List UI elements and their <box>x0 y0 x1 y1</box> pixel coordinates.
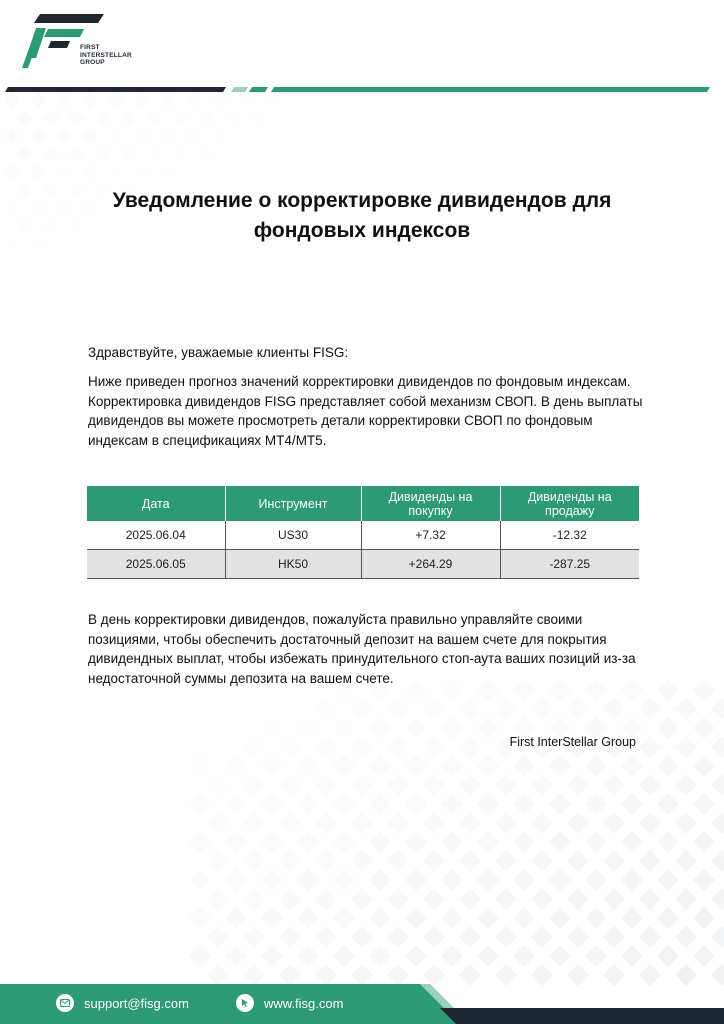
cell-sell-dividend: -287.25 <box>500 550 639 579</box>
table-header-row <box>87 486 639 521</box>
cell-buy-dividend: +7.32 <box>361 521 500 550</box>
footer-email[interactable] <box>56 994 189 1012</box>
email-link[interactable]: support@fisg.com <box>84 995 189 1011</box>
cell-sell-dividend: -12.32 <box>500 521 639 550</box>
cell-buy-dividend: +264.29 <box>361 550 500 579</box>
table-row <box>87 550 639 579</box>
dividend-table <box>87 486 639 579</box>
header-buy-dividend: Дивиденды на покупку <box>361 486 500 521</box>
header-divider-band <box>0 84 724 94</box>
footer <box>0 984 724 1024</box>
signature: First InterStellar Group <box>509 735 636 749</box>
company-logo <box>22 14 162 72</box>
mail-icon <box>56 994 74 1012</box>
footer-website[interactable] <box>236 994 343 1012</box>
cell-instrument: US30 <box>225 521 361 550</box>
intro-paragraph: Ниже приведен прогноз значений корректировки дивидендов по фондовым индексам. Корректировка дивидендов FISG представляет собой механизм СВОП. В день выплаты дивидендов вы можете просмотреть детали корректировки СВОП по фондовым индексам в спецификациях MT4/MT5. <box>88 374 643 448</box>
header-date: Дата <box>87 486 225 521</box>
page-title: Уведомление о корректировке дивидендов для фондовых индексов <box>112 189 612 242</box>
cell-instrument: HK50 <box>225 550 361 579</box>
header-instrument: Инструмент <box>225 486 361 521</box>
header-sell-dividend: Дивиденды на продажу <box>500 486 639 521</box>
cell-date: 2025.06.05 <box>87 550 225 579</box>
table-row <box>87 521 639 550</box>
logo-wordmark: FIRST INTERSTELLAR GROUP <box>80 44 132 66</box>
closing-paragraph: В день корректировки дивидендов, пожалуйста правильно управляйте своими позициями, чтобы обеспечить достаточный депозит на вашем счете для покрытия дивидендных выплат, чтобы избежать принудительного стоп-аута ваших позиций из-за недостаточной суммы депозита на вашем счете. <box>88 612 636 686</box>
cursor-icon <box>236 994 254 1012</box>
greeting-text: Здравствуйте, уважаемые клиенты FISG: <box>88 345 349 360</box>
cell-date: 2025.06.04 <box>87 521 225 550</box>
website-link[interactable]: www.fisg.com <box>264 995 344 1011</box>
